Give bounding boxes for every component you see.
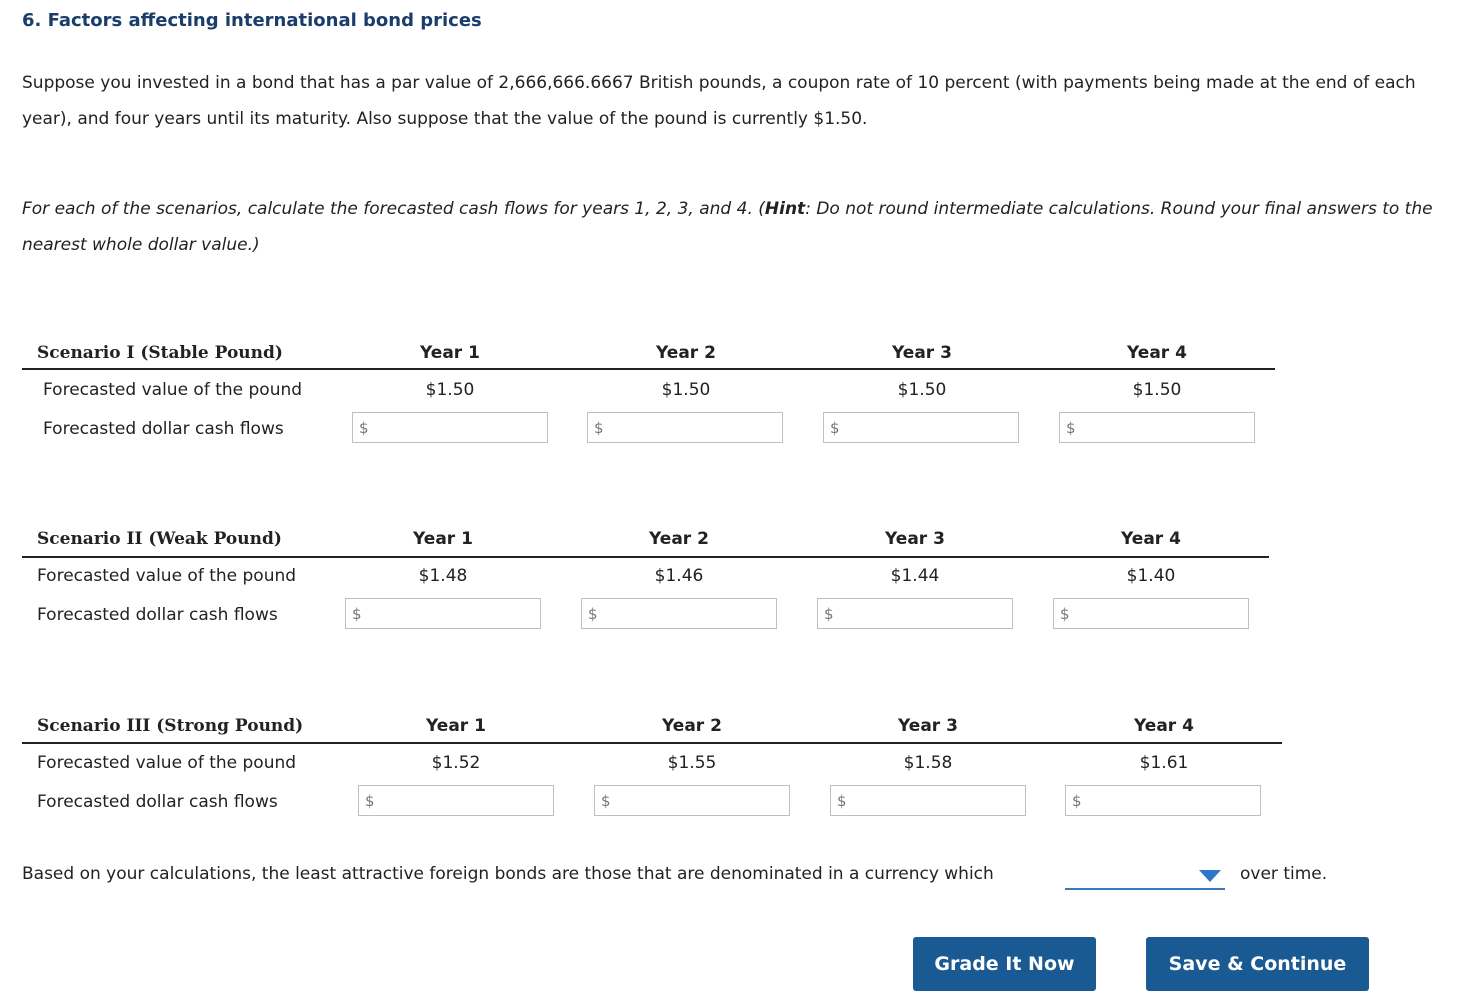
cash-flow-input[interactable] xyxy=(1074,601,1246,628)
cash-flow-field[interactable] xyxy=(1059,412,1255,443)
cash-flow-field[interactable] xyxy=(345,598,541,629)
dollar-sign: $ xyxy=(359,419,369,437)
year-header: Year 1 xyxy=(420,343,480,363)
year-header: Year 4 xyxy=(1121,529,1181,549)
pound-value: $1.55 xyxy=(667,753,717,773)
dollar-sign: $ xyxy=(1072,792,1082,810)
cash-flow-field[interactable] xyxy=(1065,785,1261,816)
header-divider xyxy=(22,742,1282,744)
cash-flow-field[interactable] xyxy=(1053,598,1249,629)
pound-value-label: Forecasted value of the pound xyxy=(37,566,297,586)
year-header: Year 4 xyxy=(1134,716,1194,736)
dollar-sign: $ xyxy=(1066,419,1076,437)
hint-label: Hint xyxy=(764,199,806,219)
cash-flow-field[interactable] xyxy=(581,598,777,629)
dollar-sign: $ xyxy=(824,605,834,623)
pound-value: $1.50 xyxy=(897,380,947,400)
intro-text: Suppose you invested in a bond that has a par value of 2,666,666.6667 British pounds, a coupon rate of 10 percent (with payments being made at the end of each year), and four years until its maturity. Also suppose that the value of the pound is currently $1.50. xyxy=(22,73,1416,129)
cash-flow-field[interactable] xyxy=(817,598,1013,629)
pound-value: $1.48 xyxy=(418,566,468,586)
cash-flow-input[interactable] xyxy=(615,788,787,815)
final-question-text: Based on your calculations, the least attractive foreign bonds are those that are denominated in a currency which xyxy=(22,864,994,884)
year-header: Year 2 xyxy=(649,529,709,549)
cash-flow-field[interactable] xyxy=(594,785,790,816)
year-header: Year 3 xyxy=(885,529,945,549)
header-divider xyxy=(22,556,1269,558)
year-header: Year 3 xyxy=(898,716,958,736)
cash-flows-label: Forecasted dollar cash flows xyxy=(37,792,278,812)
pound-value: $1.50 xyxy=(661,380,711,400)
dropdown-arrow-icon[interactable] xyxy=(1199,870,1221,882)
header-divider xyxy=(22,368,1275,370)
dollar-sign: $ xyxy=(830,419,840,437)
cash-flow-field[interactable] xyxy=(830,785,1026,816)
cash-flows-label: Forecasted dollar cash flows xyxy=(43,419,284,439)
cash-flow-input[interactable] xyxy=(608,415,780,442)
cash-flow-input[interactable] xyxy=(851,788,1023,815)
year-header: Year 2 xyxy=(656,343,716,363)
scenario-title: Scenario I (Stable Pound) xyxy=(37,343,283,363)
dollar-sign: $ xyxy=(352,605,362,623)
instructions-text xyxy=(22,191,1442,263)
dollar-sign: $ xyxy=(837,792,847,810)
cash-flow-field[interactable] xyxy=(352,412,548,443)
pound-value-label: Forecasted value of the pound xyxy=(37,753,297,773)
question-title: 6. Factors affecting international bond prices xyxy=(22,10,482,31)
grade-it-now-button[interactable]: Grade It Now xyxy=(913,937,1096,991)
year-header: Year 1 xyxy=(426,716,486,736)
year-header: Year 4 xyxy=(1127,343,1187,363)
cash-flow-input[interactable] xyxy=(602,601,774,628)
cash-flow-field[interactable] xyxy=(358,785,554,816)
dollar-sign: $ xyxy=(594,419,604,437)
dollar-sign: $ xyxy=(588,605,598,623)
pound-value: $1.52 xyxy=(431,753,481,773)
dollar-sign: $ xyxy=(365,792,375,810)
pound-value: $1.50 xyxy=(1132,380,1182,400)
currency-trend-dropdown[interactable] xyxy=(1065,864,1225,890)
cash-flow-field[interactable] xyxy=(823,412,1019,443)
cash-flows-label: Forecasted dollar cash flows xyxy=(37,605,278,625)
pound-value: $1.44 xyxy=(890,566,940,586)
dollar-sign: $ xyxy=(1060,605,1070,623)
cash-flow-input[interactable] xyxy=(373,415,545,442)
pound-value: $1.61 xyxy=(1139,753,1189,773)
final-question-suffix: over time. xyxy=(1240,864,1328,884)
pound-value: $1.46 xyxy=(654,566,704,586)
year-header: Year 1 xyxy=(413,529,473,549)
instructions-part2: : Do not round intermediate calculations. Round your final answers to the nearest whole dollar value.) xyxy=(22,199,1433,255)
year-header: Year 2 xyxy=(662,716,722,736)
cash-flow-input[interactable] xyxy=(844,415,1016,442)
pound-value: $1.40 xyxy=(1126,566,1176,586)
cash-flow-field[interactable] xyxy=(587,412,783,443)
scenario-title: Scenario III (Strong Pound) xyxy=(37,716,304,736)
cash-flow-input[interactable] xyxy=(1086,788,1258,815)
instructions-part1: For each of the scenarios, calculate the forecasted cash flows for years 1, 2, 3, and 4. ( xyxy=(22,199,765,219)
save-and-continue-button[interactable]: Save & Continue xyxy=(1146,937,1369,991)
pound-value-label: Forecasted value of the pound xyxy=(43,380,303,400)
cash-flow-input[interactable] xyxy=(838,601,1010,628)
cash-flow-input[interactable] xyxy=(366,601,538,628)
scenario-title: Scenario II (Weak Pound) xyxy=(37,529,282,549)
cash-flow-input[interactable] xyxy=(1080,415,1252,442)
dollar-sign: $ xyxy=(601,792,611,810)
pound-value: $1.50 xyxy=(425,380,475,400)
year-header: Year 3 xyxy=(892,343,952,363)
cash-flow-input[interactable] xyxy=(379,788,551,815)
pound-value: $1.58 xyxy=(903,753,953,773)
